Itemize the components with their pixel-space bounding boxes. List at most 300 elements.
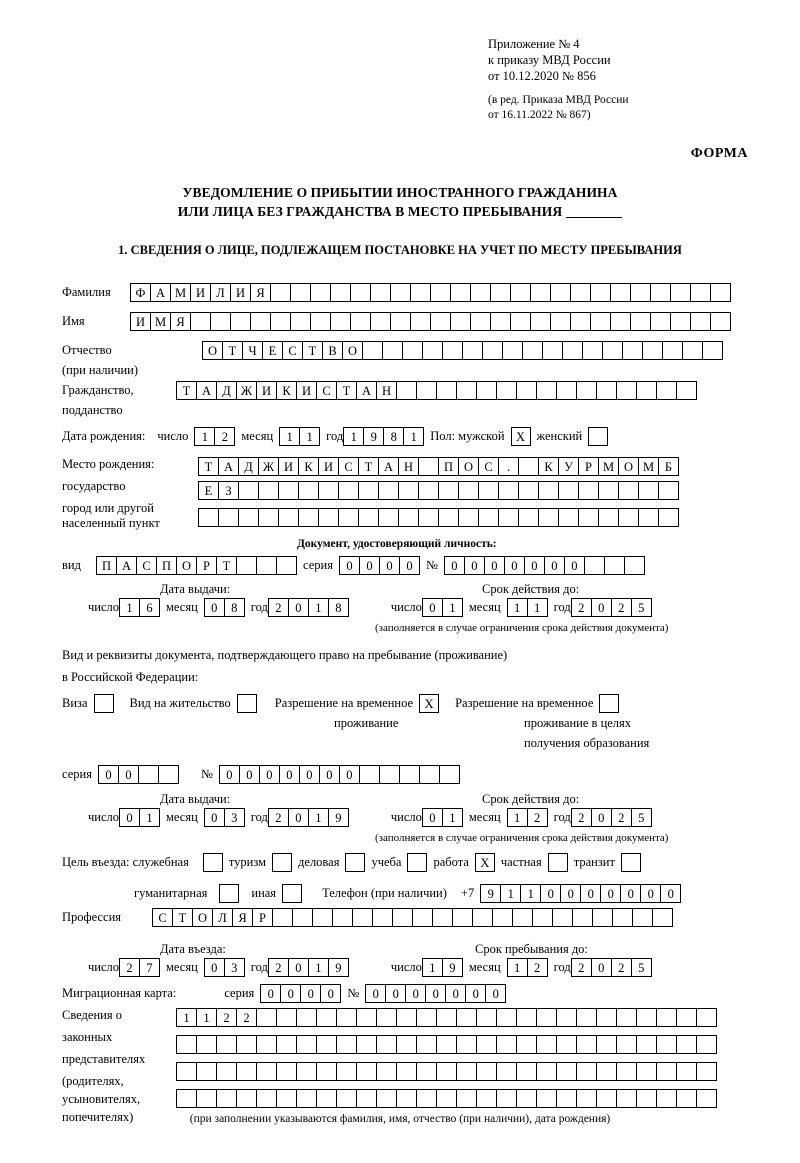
- birth-place-cell[interactable]: С: [338, 457, 359, 476]
- surname-cell[interactable]: [510, 283, 531, 302]
- citizenship-cell[interactable]: И: [296, 381, 317, 400]
- id-doc-kind-cell[interactable]: [236, 556, 257, 575]
- surname-cell[interactable]: [610, 283, 631, 302]
- birth-place-cell[interactable]: [338, 481, 359, 500]
- surname-cell[interactable]: [330, 283, 351, 302]
- legal-rep-cell[interactable]: [676, 1089, 697, 1108]
- citizenship-boxes[interactable]: [176, 381, 697, 400]
- profession-cell[interactable]: [412, 908, 433, 927]
- legal-rep-cell[interactable]: [576, 1062, 597, 1081]
- profession-cell[interactable]: [592, 908, 613, 927]
- name-cell[interactable]: И: [130, 312, 151, 331]
- id-doc-issue-day-boxes[interactable]: [119, 598, 160, 617]
- birth-year-cell[interactable]: 1: [403, 427, 424, 446]
- stay-doc-valid-year-boxes[interactable]: [571, 808, 652, 827]
- legal-rep-cell[interactable]: [596, 1089, 617, 1108]
- legal-rep-cell[interactable]: [536, 1035, 557, 1054]
- id-doc-issue-year-cell[interactable]: 8: [328, 598, 349, 617]
- id-doc-issue-year-cell[interactable]: 1: [308, 598, 329, 617]
- birth-place-cell[interactable]: [498, 481, 519, 500]
- stay-until-day-cell[interactable]: 9: [442, 958, 463, 977]
- stay-doc-series-cell[interactable]: 0: [98, 765, 119, 784]
- legal-rep-cell[interactable]: [356, 1089, 377, 1108]
- legal-rep-cell[interactable]: 2: [236, 1008, 257, 1027]
- profession-cell[interactable]: О: [192, 908, 213, 927]
- phone-cell[interactable]: 0: [560, 884, 581, 903]
- birth-year-cell[interactable]: 1: [343, 427, 364, 446]
- legal-rep-cell[interactable]: [176, 1062, 197, 1081]
- patronymic-cell[interactable]: [402, 341, 423, 360]
- entry-year-boxes[interactable]: [268, 958, 349, 977]
- citizenship-cell[interactable]: [656, 381, 677, 400]
- birth-place-cell[interactable]: .: [498, 457, 519, 476]
- migration-card-series-cell[interactable]: 0: [280, 984, 301, 1003]
- stay-until-year-cell[interactable]: 0: [591, 958, 612, 977]
- name-cell[interactable]: [350, 312, 371, 331]
- birth-place-cell[interactable]: О: [458, 457, 479, 476]
- legal-rep-cell[interactable]: [356, 1062, 377, 1081]
- phone-cell[interactable]: 0: [600, 884, 621, 903]
- legal-rep-cell[interactable]: [196, 1062, 217, 1081]
- legal-rep-cell[interactable]: [656, 1035, 677, 1054]
- patronymic-cell[interactable]: [422, 341, 443, 360]
- legal-rep-cell[interactable]: [456, 1035, 477, 1054]
- citizenship-cell[interactable]: [576, 381, 597, 400]
- legal-rep-cell[interactable]: [636, 1089, 657, 1108]
- birth-place-cell[interactable]: [518, 457, 539, 476]
- legal-rep-cell[interactable]: [236, 1062, 257, 1081]
- birth-place-cell[interactable]: [658, 508, 679, 527]
- legal-rep-cell[interactable]: [376, 1008, 397, 1027]
- id-doc-number-cell[interactable]: 0: [464, 556, 485, 575]
- stay-until-day-boxes[interactable]: [422, 958, 463, 977]
- phone-cell[interactable]: 0: [540, 884, 561, 903]
- stay-doc-number-cell[interactable]: 0: [259, 765, 280, 784]
- birth-place-cell[interactable]: [578, 481, 599, 500]
- id-doc-kind-cell[interactable]: Р: [196, 556, 217, 575]
- citizenship-cell[interactable]: Д: [216, 381, 237, 400]
- surname-cell[interactable]: [350, 283, 371, 302]
- birth-year-cell[interactable]: 8: [383, 427, 404, 446]
- patronymic-cell[interactable]: [702, 341, 723, 360]
- legal-rep-cell[interactable]: [696, 1008, 717, 1027]
- profession-cell[interactable]: [552, 908, 573, 927]
- profession-cell[interactable]: [332, 908, 353, 927]
- purpose-private-checkbox[interactable]: [548, 853, 568, 872]
- id-doc-number-cell[interactable]: 0: [544, 556, 565, 575]
- legal-rep-cell[interactable]: [476, 1062, 497, 1081]
- birth-place-boxes-row-3[interactable]: [198, 508, 679, 527]
- legal-rep-cell[interactable]: 1: [176, 1008, 197, 1027]
- birth-place-cell[interactable]: [198, 508, 219, 527]
- legal-rep-cell[interactable]: [356, 1008, 377, 1027]
- surname-cell[interactable]: А: [150, 283, 171, 302]
- name-cell[interactable]: [670, 312, 691, 331]
- id-doc-kind-boxes[interactable]: [96, 556, 297, 575]
- surname-cell[interactable]: Ф: [130, 283, 151, 302]
- birth-place-cell[interactable]: [218, 508, 239, 527]
- id-doc-valid-day-cell[interactable]: 0: [422, 598, 443, 617]
- id-doc-valid-month-boxes[interactable]: [507, 598, 548, 617]
- surname-cell[interactable]: [410, 283, 431, 302]
- surname-cell[interactable]: И: [230, 283, 251, 302]
- citizenship-cell[interactable]: [596, 381, 617, 400]
- legal-rep-cell[interactable]: [236, 1089, 257, 1108]
- citizenship-cell[interactable]: Н: [376, 381, 397, 400]
- name-cell[interactable]: [590, 312, 611, 331]
- citizenship-cell[interactable]: [416, 381, 437, 400]
- id-doc-number-boxes[interactable]: [444, 556, 645, 575]
- citizenship-cell[interactable]: А: [356, 381, 377, 400]
- migration-card-series-cell[interactable]: 0: [300, 984, 321, 1003]
- id-doc-issue-year-cell[interactable]: 0: [288, 598, 309, 617]
- entry-month-cell[interactable]: 0: [204, 958, 225, 977]
- entry-year-cell[interactable]: 9: [328, 958, 349, 977]
- stay-until-month-cell[interactable]: 2: [527, 958, 548, 977]
- surname-cell[interactable]: [670, 283, 691, 302]
- legal-rep-cell[interactable]: [636, 1062, 657, 1081]
- legal-rep-cell[interactable]: [376, 1089, 397, 1108]
- legal-rep-cell[interactable]: [216, 1089, 237, 1108]
- legal-rep-cell[interactable]: [436, 1008, 457, 1027]
- birth-place-cell[interactable]: [438, 481, 459, 500]
- profession-boxes[interactable]: [152, 908, 673, 927]
- legal-rep-cell[interactable]: [416, 1008, 437, 1027]
- stay-doc-number-cell[interactable]: [419, 765, 440, 784]
- legal-rep-cell[interactable]: [216, 1062, 237, 1081]
- legal-rep-cell[interactable]: [216, 1035, 237, 1054]
- stay-doc-valid-year-cell[interactable]: 2: [611, 808, 632, 827]
- legal-rep-cell[interactable]: [616, 1035, 637, 1054]
- legal-rep-cell[interactable]: [516, 1089, 537, 1108]
- profession-cell[interactable]: [632, 908, 653, 927]
- birth-place-cell[interactable]: [358, 508, 379, 527]
- name-cell[interactable]: [330, 312, 351, 331]
- legal-rep-cell[interactable]: [616, 1062, 637, 1081]
- surname-boxes[interactable]: [130, 283, 731, 302]
- profession-cell[interactable]: [472, 908, 493, 927]
- legal-rep-cell[interactable]: [556, 1089, 577, 1108]
- profession-cell[interactable]: [272, 908, 293, 927]
- birth-place-cell[interactable]: [458, 508, 479, 527]
- surname-cell[interactable]: Л: [210, 283, 231, 302]
- name-cell[interactable]: М: [150, 312, 171, 331]
- surname-cell[interactable]: [590, 283, 611, 302]
- patronymic-cell[interactable]: [542, 341, 563, 360]
- id-doc-series-cell[interactable]: 0: [379, 556, 400, 575]
- birth-place-cell[interactable]: П: [438, 457, 459, 476]
- name-boxes[interactable]: [130, 312, 731, 331]
- patronymic-cell[interactable]: Т: [302, 341, 323, 360]
- birth-place-cell[interactable]: [318, 508, 339, 527]
- stay-until-year-cell[interactable]: 5: [631, 958, 652, 977]
- legal-rep-cell[interactable]: [576, 1089, 597, 1108]
- citizenship-cell[interactable]: К: [276, 381, 297, 400]
- patronymic-cell[interactable]: О: [202, 341, 223, 360]
- legal-rep-cell[interactable]: [696, 1035, 717, 1054]
- migration-card-number-boxes[interactable]: [365, 984, 506, 1003]
- profession-cell[interactable]: С: [152, 908, 173, 927]
- birth-place-cell[interactable]: И: [278, 457, 299, 476]
- birth-place-cell[interactable]: [538, 508, 559, 527]
- citizenship-cell[interactable]: [396, 381, 417, 400]
- legal-rep-cell[interactable]: [296, 1062, 317, 1081]
- legal-rep-boxes-3[interactable]: [176, 1062, 717, 1081]
- stay-doc-valid-month-boxes[interactable]: [507, 808, 548, 827]
- visa-checkbox[interactable]: [94, 694, 114, 713]
- migration-card-number-cell[interactable]: 0: [425, 984, 446, 1003]
- stay-doc-issue-year-cell[interactable]: 9: [328, 808, 349, 827]
- name-cell[interactable]: [250, 312, 271, 331]
- name-cell[interactable]: [270, 312, 291, 331]
- id-doc-number-cell[interactable]: [584, 556, 605, 575]
- stay-doc-number-cell[interactable]: 0: [319, 765, 340, 784]
- patronymic-boxes[interactable]: [202, 341, 723, 360]
- id-doc-valid-year-boxes[interactable]: [571, 598, 652, 617]
- birth-place-cell[interactable]: [338, 508, 359, 527]
- legal-rep-cell[interactable]: [696, 1062, 717, 1081]
- id-doc-valid-day-boxes[interactable]: [422, 598, 463, 617]
- stay-doc-series-cell[interactable]: [158, 765, 179, 784]
- name-cell[interactable]: [190, 312, 211, 331]
- stay-doc-issue-month-boxes[interactable]: [204, 808, 245, 827]
- surname-cell[interactable]: [450, 283, 471, 302]
- id-doc-kind-cell[interactable]: О: [176, 556, 197, 575]
- birth-place-cell[interactable]: [258, 508, 279, 527]
- name-cell[interactable]: [310, 312, 331, 331]
- stay-doc-number-cell[interactable]: [379, 765, 400, 784]
- birth-place-cell[interactable]: Т: [198, 457, 219, 476]
- birth-day-cell[interactable]: 1: [194, 427, 215, 446]
- id-doc-issue-day-cell[interactable]: 1: [119, 598, 140, 617]
- surname-cell[interactable]: [470, 283, 491, 302]
- birth-place-cell[interactable]: [518, 508, 539, 527]
- stay-doc-number-cell[interactable]: 0: [219, 765, 240, 784]
- phone-cell[interactable]: 1: [500, 884, 521, 903]
- birth-place-cell[interactable]: Н: [398, 457, 419, 476]
- stay-until-year-boxes[interactable]: [571, 958, 652, 977]
- birth-place-cell[interactable]: [418, 481, 439, 500]
- birth-place-cell[interactable]: [438, 508, 459, 527]
- legal-rep-cell[interactable]: [376, 1062, 397, 1081]
- profession-cell[interactable]: [432, 908, 453, 927]
- profession-cell[interactable]: [372, 908, 393, 927]
- legal-rep-cell[interactable]: [576, 1008, 597, 1027]
- birth-place-cell[interactable]: [498, 508, 519, 527]
- legal-rep-cell[interactable]: [496, 1089, 517, 1108]
- legal-rep-cell[interactable]: [596, 1008, 617, 1027]
- legal-rep-cell[interactable]: [616, 1089, 637, 1108]
- birth-place-cell[interactable]: [458, 481, 479, 500]
- birth-place-cell[interactable]: С: [478, 457, 499, 476]
- id-doc-number-cell[interactable]: [604, 556, 625, 575]
- stay-doc-valid-month-cell[interactable]: 1: [507, 808, 528, 827]
- id-doc-number-cell[interactable]: 0: [504, 556, 525, 575]
- entry-year-cell[interactable]: 2: [268, 958, 289, 977]
- legal-rep-cell[interactable]: [276, 1008, 297, 1027]
- stay-doc-valid-year-cell[interactable]: 5: [631, 808, 652, 827]
- legal-rep-boxes-row-1[interactable]: [176, 1008, 717, 1027]
- id-doc-kind-cell[interactable]: [276, 556, 297, 575]
- patronymic-cell[interactable]: [462, 341, 483, 360]
- legal-rep-cell[interactable]: [356, 1035, 377, 1054]
- sex-female-checkbox[interactable]: [588, 427, 608, 446]
- stay-doc-issue-year-cell[interactable]: 0: [288, 808, 309, 827]
- birth-place-cell[interactable]: [578, 508, 599, 527]
- id-doc-valid-month-cell[interactable]: 1: [507, 598, 528, 617]
- legal-rep-cell[interactable]: [276, 1062, 297, 1081]
- birth-place-cell[interactable]: [618, 508, 639, 527]
- id-doc-kind-cell[interactable]: С: [136, 556, 157, 575]
- id-doc-issue-month-boxes[interactable]: [204, 598, 245, 617]
- legal-rep-cell[interactable]: 2: [216, 1008, 237, 1027]
- birth-place-cell[interactable]: Ж: [258, 457, 279, 476]
- name-cell[interactable]: [630, 312, 651, 331]
- migration-card-number-cell[interactable]: 0: [365, 984, 386, 1003]
- surname-cell[interactable]: [310, 283, 331, 302]
- birth-place-cell[interactable]: [398, 481, 419, 500]
- id-doc-series-cell[interactable]: 0: [399, 556, 420, 575]
- stay-until-day-cell[interactable]: 1: [422, 958, 443, 977]
- birth-place-cell[interactable]: Р: [578, 457, 599, 476]
- stay-doc-issue-year-cell[interactable]: 1: [308, 808, 329, 827]
- legal-rep-cell[interactable]: [276, 1089, 297, 1108]
- patronymic-cell[interactable]: В: [322, 341, 343, 360]
- sex-male-checkbox[interactable]: X: [511, 427, 531, 446]
- edu-residence-checkbox[interactable]: [599, 694, 619, 713]
- profession-cell[interactable]: [612, 908, 633, 927]
- birth-place-cell[interactable]: М: [638, 457, 659, 476]
- birth-place-cell[interactable]: [318, 481, 339, 500]
- legal-rep-cell[interactable]: [396, 1008, 417, 1027]
- id-doc-valid-day-cell[interactable]: 1: [442, 598, 463, 617]
- stay-doc-number-cell[interactable]: 0: [279, 765, 300, 784]
- legal-rep-cell[interactable]: [676, 1062, 697, 1081]
- stay-doc-number-cell[interactable]: 0: [239, 765, 260, 784]
- surname-cell[interactable]: М: [170, 283, 191, 302]
- profession-cell[interactable]: [572, 908, 593, 927]
- birth-place-cell[interactable]: [398, 508, 419, 527]
- id-doc-number-cell[interactable]: 0: [484, 556, 505, 575]
- legal-rep-cell[interactable]: [676, 1035, 697, 1054]
- citizenship-cell[interactable]: Ж: [236, 381, 257, 400]
- phone-cell[interactable]: 1: [520, 884, 541, 903]
- birth-year-cell[interactable]: 9: [363, 427, 384, 446]
- legal-rep-cell[interactable]: [476, 1089, 497, 1108]
- entry-day-cell[interactable]: 7: [139, 958, 160, 977]
- name-cell[interactable]: [650, 312, 671, 331]
- id-doc-kind-cell[interactable]: П: [156, 556, 177, 575]
- profession-cell[interactable]: [392, 908, 413, 927]
- birth-place-cell[interactable]: [298, 481, 319, 500]
- surname-cell[interactable]: [690, 283, 711, 302]
- phone-cell[interactable]: 0: [640, 884, 661, 903]
- patronymic-cell[interactable]: [522, 341, 543, 360]
- legal-rep-cell[interactable]: [556, 1062, 577, 1081]
- name-cell[interactable]: [230, 312, 251, 331]
- stay-doc-number-cell[interactable]: [399, 765, 420, 784]
- surname-cell[interactable]: [530, 283, 551, 302]
- legal-rep-cell[interactable]: [176, 1035, 197, 1054]
- id-doc-valid-year-cell[interactable]: 0: [591, 598, 612, 617]
- birth-place-cell[interactable]: [518, 481, 539, 500]
- birth-place-boxes-row-2[interactable]: [198, 481, 679, 500]
- purpose-business-checkbox[interactable]: [345, 853, 365, 872]
- legal-rep-cell[interactable]: [296, 1008, 317, 1027]
- id-doc-valid-year-cell[interactable]: 2: [611, 598, 632, 617]
- legal-rep-cell[interactable]: [436, 1035, 457, 1054]
- citizenship-cell[interactable]: И: [256, 381, 277, 400]
- birth-place-cell[interactable]: [478, 508, 499, 527]
- birth-place-cell[interactable]: [638, 481, 659, 500]
- name-cell[interactable]: [470, 312, 491, 331]
- patronymic-cell[interactable]: Е: [262, 341, 283, 360]
- legal-rep-cell[interactable]: [336, 1089, 357, 1108]
- legal-rep-cell[interactable]: [396, 1062, 417, 1081]
- name-cell[interactable]: [450, 312, 471, 331]
- legal-rep-cell[interactable]: [436, 1062, 457, 1081]
- citizenship-cell[interactable]: [676, 381, 697, 400]
- birth-place-cell[interactable]: [538, 481, 559, 500]
- phone-cell[interactable]: 0: [660, 884, 681, 903]
- name-cell[interactable]: [710, 312, 731, 331]
- profession-cell[interactable]: [652, 908, 673, 927]
- migration-card-number-cell[interactable]: 0: [485, 984, 506, 1003]
- birth-place-cell[interactable]: [378, 508, 399, 527]
- birth-place-cell[interactable]: [278, 508, 299, 527]
- stay-doc-number-cell[interactable]: [439, 765, 460, 784]
- entry-month-boxes[interactable]: [204, 958, 245, 977]
- legal-rep-cell[interactable]: [396, 1035, 417, 1054]
- birth-place-cell[interactable]: Т: [358, 457, 379, 476]
- legal-rep-boxes-row-3[interactable]: [176, 1062, 717, 1081]
- patronymic-cell[interactable]: [362, 341, 383, 360]
- profession-cell[interactable]: [352, 908, 373, 927]
- legal-rep-cell[interactable]: [456, 1062, 477, 1081]
- legal-rep-cell[interactable]: [376, 1035, 397, 1054]
- id-doc-issue-year-cell[interactable]: 2: [268, 598, 289, 617]
- birth-place-cell[interactable]: К: [538, 457, 559, 476]
- legal-rep-cell[interactable]: [616, 1008, 637, 1027]
- birth-day-cell[interactable]: 2: [214, 427, 235, 446]
- legal-rep-cell[interactable]: [256, 1035, 277, 1054]
- birth-day-boxes[interactable]: [194, 427, 235, 446]
- patronymic-cell[interactable]: [682, 341, 703, 360]
- legal-rep-cell[interactable]: [456, 1089, 477, 1108]
- birth-place-cell[interactable]: [378, 481, 399, 500]
- legal-rep-cell[interactable]: [496, 1062, 517, 1081]
- name-cell[interactable]: [430, 312, 451, 331]
- birth-place-cell[interactable]: Е: [198, 481, 219, 500]
- birth-place-cell[interactable]: К: [298, 457, 319, 476]
- patronymic-cell[interactable]: [582, 341, 603, 360]
- temp-residence-checkbox[interactable]: X: [419, 694, 439, 713]
- legal-rep-cell[interactable]: [296, 1035, 317, 1054]
- birth-place-cell[interactable]: А: [218, 457, 239, 476]
- id-doc-kind-cell[interactable]: [256, 556, 277, 575]
- patronymic-cell[interactable]: [562, 341, 583, 360]
- legal-rep-cell[interactable]: [656, 1062, 677, 1081]
- profession-cell[interactable]: Я: [232, 908, 253, 927]
- phone-cell[interactable]: 0: [580, 884, 601, 903]
- patronymic-cell[interactable]: [602, 341, 623, 360]
- patronymic-cell[interactable]: С: [282, 341, 303, 360]
- citizenship-cell[interactable]: [456, 381, 477, 400]
- surname-cell[interactable]: [370, 283, 391, 302]
- citizenship-cell[interactable]: [616, 381, 637, 400]
- legal-rep-cell[interactable]: [556, 1035, 577, 1054]
- migration-card-number-cell[interactable]: 0: [445, 984, 466, 1003]
